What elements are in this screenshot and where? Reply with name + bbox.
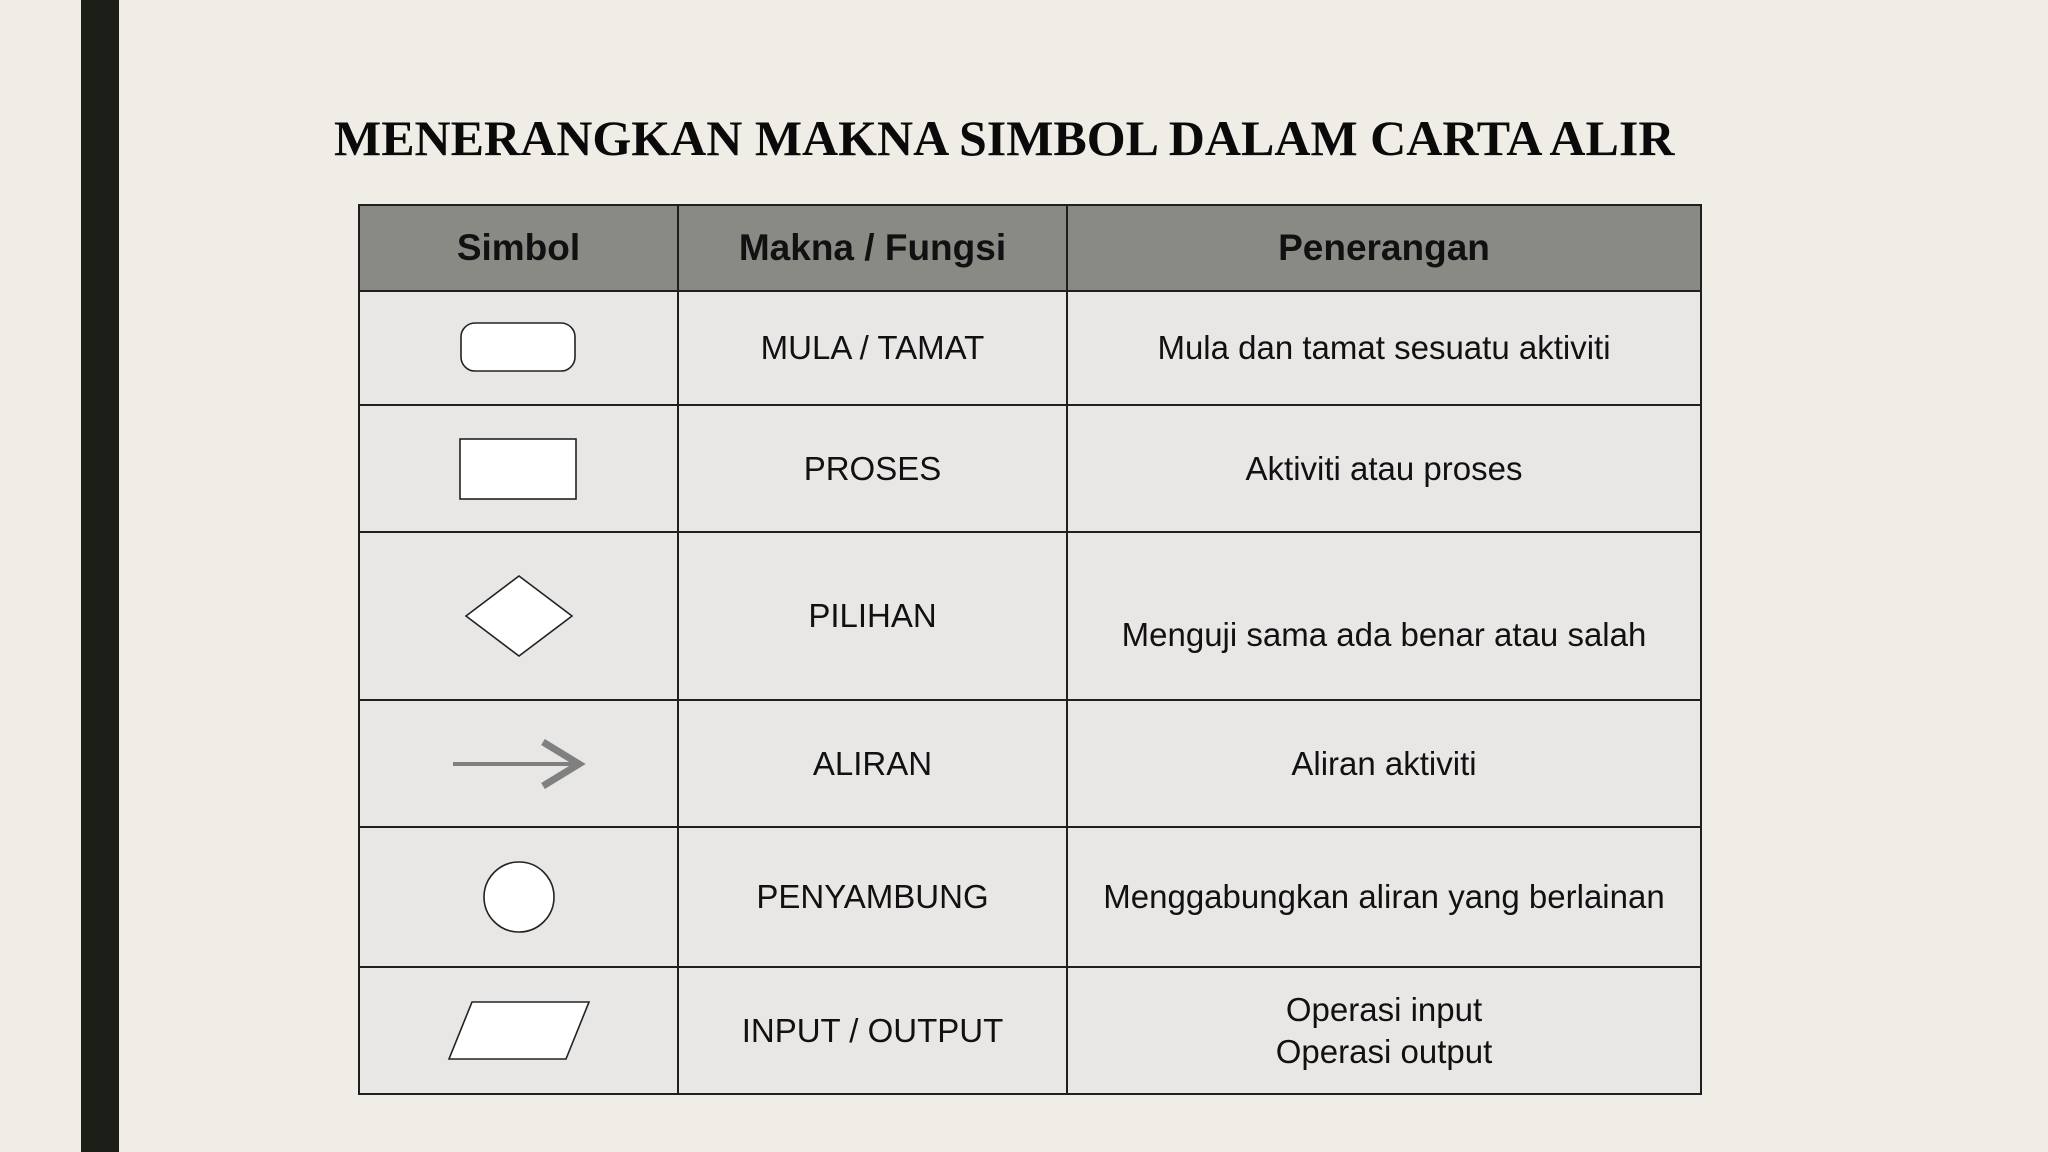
description-cell: Menguji sama ada benar atau salah xyxy=(1067,532,1701,700)
meaning-cell: PENYAMBUNG xyxy=(678,827,1067,967)
symbol-cell xyxy=(359,405,678,532)
process-rectangle-icon xyxy=(458,437,580,501)
terminator-shape-icon xyxy=(459,321,579,375)
meaning-cell: INPUT / OUTPUT xyxy=(678,967,1067,1094)
table-row xyxy=(359,291,1701,405)
table-header-row xyxy=(359,205,1701,291)
symbol-cell xyxy=(359,967,678,1094)
description-line: Operasi output xyxy=(1275,1032,1493,1070)
symbol-cell xyxy=(359,700,678,827)
table-row xyxy=(359,532,1701,700)
header-symbol: Simbol xyxy=(359,205,678,291)
description-line: Operasi input xyxy=(1285,990,1483,1028)
table-row xyxy=(359,405,1701,532)
table-row xyxy=(359,700,1701,827)
description-cell: Aktiviti atau proses xyxy=(1067,405,1701,532)
side-accent-bar xyxy=(81,0,119,1152)
flow-arrow-icon xyxy=(451,736,587,792)
meaning-cell: MULA / TAMAT xyxy=(678,291,1067,405)
header-description: Penerangan xyxy=(1067,205,1701,291)
page-title: MENERANGKAN MAKNA SIMBOL DALAM CARTA ALIR xyxy=(334,110,1675,166)
description-cell: Aliran aktiviti xyxy=(1067,700,1701,827)
table-row xyxy=(359,967,1701,1094)
decision-diamond-icon xyxy=(463,574,575,658)
input-output-parallelogram-icon xyxy=(446,1000,592,1062)
connector-circle-icon xyxy=(481,859,557,935)
header-meaning: Makna / Fungsi xyxy=(678,205,1067,291)
symbol-cell xyxy=(359,532,678,700)
meaning-cell: PILIHAN xyxy=(678,532,1067,700)
description-cell: Menggabungkan aliran yang berlainan xyxy=(1067,827,1701,967)
table-row xyxy=(359,827,1701,967)
description-cell: Mula dan tamat sesuatu aktiviti xyxy=(1067,291,1701,405)
flowchart-symbol-table xyxy=(358,204,1702,1095)
meaning-cell: PROSES xyxy=(678,405,1067,532)
symbol-cell xyxy=(359,291,678,405)
meaning-cell: ALIRAN xyxy=(678,700,1067,827)
description-cell xyxy=(1067,967,1701,1094)
symbol-cell xyxy=(359,827,678,967)
